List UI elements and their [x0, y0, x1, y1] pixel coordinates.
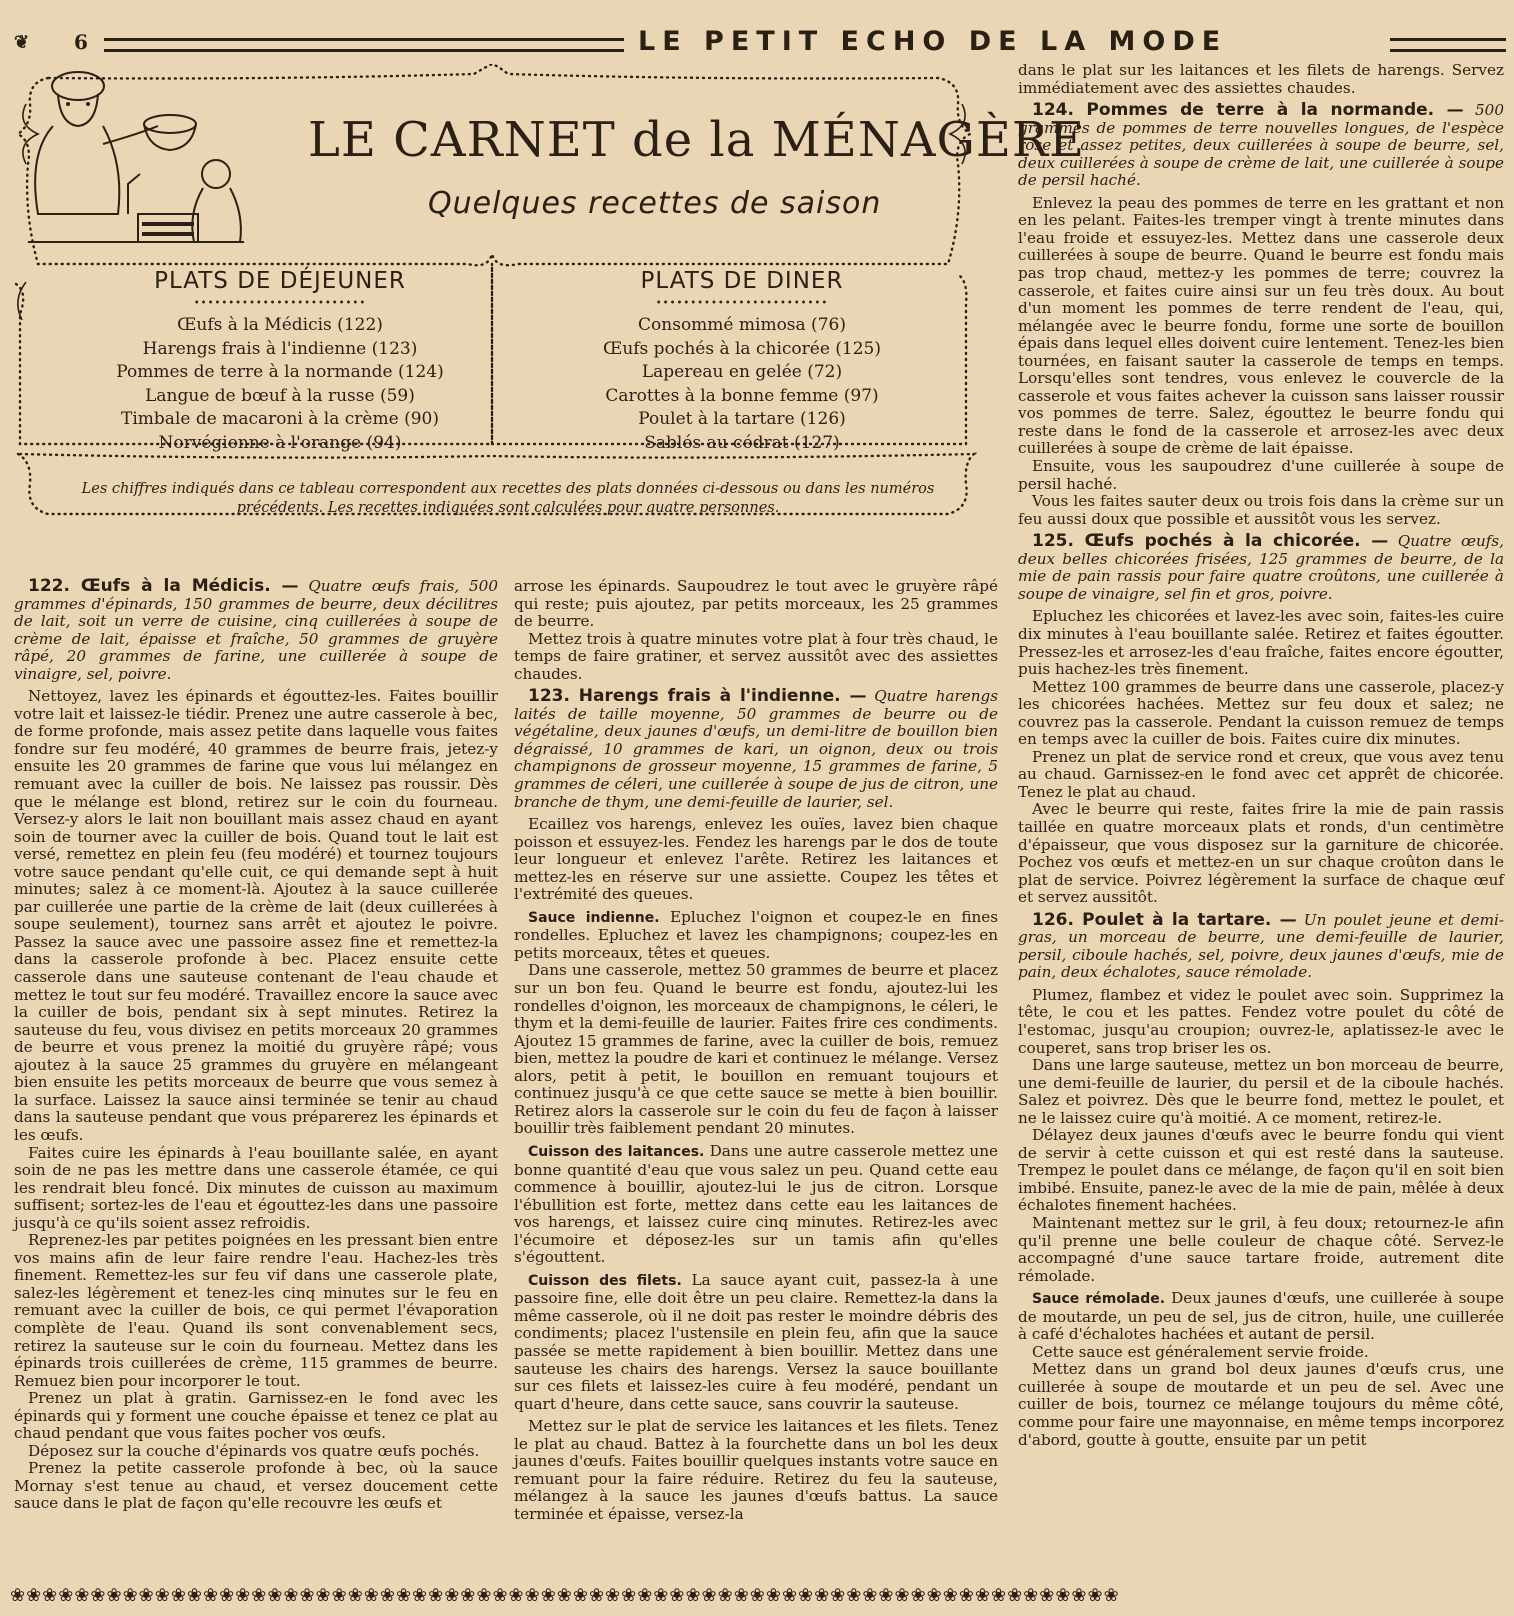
recipe-ingredients: Quatre harengs laités de taille moyenne, 50 grammes de beurre ou de végétaline, deux jaunes d'œufs, un demi-litre de bouillon bien dégraissé, 10 grammes de kari, un oignon, deux ou trois champignons de grosseur moyenne, 15 grammes de farine, 5 grammes de céleri, une cuillerée à soupe de jus de citron, une branche de thym, une demi-feuille de laurier, sel.: [514, 687, 998, 811]
paragraph-text: Dans une autre casserole mettez une bonne quantité d'eau que vous salez un peu. Quand cette eau commence à bouillir, ajoutez-lui le jus de citron. Lorsque l'ébullition est forte, mettez dans cette eau les laitances de vos harengs, et laissez cuire cinq minutes. Retirez-les avec l'écumoire et déposez-les sur un tamis afin qu'elles s'égouttent.: [514, 1141, 998, 1267]
paragraph: Nettoyez, lavez les épinards et égouttez-les. Faites bouillir votre lait et laissez-le tiédir. Prenez une autre casserole à bec, de forme profonde, mais assez petite dans laquelle vous faites fondre sur feu modéré, 40 grammes de beurre frais, jetez-y ensuite les 20 grammes de farine que vous lui mélangez en remuant avec la cuiller de bois. Ne laissez pas roussir. Dès que le mélange est blond, retirez sur le coin du fourneau. Versez-y alors le lait non bouillant mais assez chaud en ayant soin de tourner avec la cuiller de bois. Quand tout le lait est versé, remettez en plein feu (feu modéré) et tournez toujours votre sauce pendant qu'elle cuit, ce qui demande sept à huit minutes; salez à ce moment-là. Ajoutez à la sauce cuillerée par cuillerée une partie de la crème de lait (deux cuillerées à soupe seulement), tournez sans arrêt et ajoutez le poivre. Passez la sauce avec une passoire assez fine et remettez-la dans la casserole profonde à bec. Placez ensuite cette casserole dans une sauteuse contenant de l'eau chaude et mettez le tout sur feu modéré. Travaillez encore la sauce avec la cuiller de bois, pendant six à sept minutes. Retirez la sauteuse du feu, vous divisez en petits morceaux 20 grammes de beurre et vous prenez la moitié du gruyère râpé; vous ajoutez à la sauce 25 grammes du gruyère en mélangeant bien ensuite les petits morceaux de beurre que vous semez à la surface. Laissez la sauce ainsi terminée se tenir au chaud dans la sauteuse pendant que vous préparerez les épinards et les œufs.: [14, 687, 498, 1144]
section-title: LE CARNET de la MÉNAGÈRE: [308, 112, 1086, 168]
recipe-126-intro: [1018, 909, 1504, 982]
column-3: [1018, 62, 1504, 1449]
masthead-rule-right: [1390, 38, 1506, 52]
column-1: [14, 578, 498, 1513]
recipe-ingredients: Quatre œufs, deux belles chicorées frisées, 125 grammes de beurre, de la mie de pain rassis pour faire quatre croûtons, une cuillerée à soupe de vinaigre, sel fin et gros, poivre.: [1018, 532, 1504, 603]
paragraph: Prenez la petite casserole profonde à bec, où la sauce Mornay s'est tenue au chaud, et versez doucement cette sauce dans le plat de façon qu'elle recouvre les œufs et: [14, 1459, 498, 1513]
recipe-123-intro: [514, 688, 998, 811]
recipe-ingredients: Un poulet jeune et demi-gras, un morceau de beurre, une demi-feuille de laurier, persil, ciboule hachés, sel, poivre, deux jaunes d'œufs, mie de pain, deux échalotes, sauce rémolade.: [1018, 910, 1504, 982]
diner-heading: PLATS DE DINER: [640, 268, 844, 294]
menu-item: Sablés au cédrat (127): [644, 432, 840, 453]
menu-item: Carottes à la bonne femme (97): [605, 385, 879, 406]
paragraph: dans le plat sur les laitances et les filets de harengs. Servez immédiatement avec des assiettes chaudes.: [1018, 61, 1504, 97]
masthead: [8, 26, 1506, 57]
paragraph: Enlevez la peau des pommes de terre en les grattant et non en les pelant. Faites-les tremper vingt à trente minutes dans l'eau froide et essuyez-les. Mettez dans une casserole deux cuillerées à soupe de beurre. Quand le beurre est fondu mais pas trop chaud, mettez-y les pommes de terre; couvrez la casserole, et faites cuire ainsi sur un feu très doux. Au bout d'un moment les pommes de terre rendent de l'eau, qui, mélangée avec le beurre fondu, forme une sorte de bouillon épais dans lequel elles doivent cuire lentement. Tenez-les bien tournées, en faisant sauter la casserole de temps en temps. Lorsqu'elles sont tendres, vous enlevez le couvercle de la casserole et vous faites achever la cuisson sans laisser roussir vos pommes de terre. Salez, égouttez le beurre fondu qui reste dans le fond de la casserole et arrosez-les avec deux cuillerées à soupe de crème de lait épaisse.: [1018, 193, 1504, 458]
recipe-122-intro: [14, 578, 498, 683]
paragraph-text: Deux jaunes d'œufs, une cuillerée à soupe de moutarde, un peu de sel, jus de citron, huile, une cuillerée à café d'échalotes hachées et autant de persil.: [1018, 1289, 1504, 1344]
paragraph: Délayez deux jaunes d'œufs avec le beurre fondu qui vient de servir à cette cuisson et qui est resté dans la sauteuse. Trempez le poulet dans ce mélange, de façon qu'il en soit bien imbibé. Ensuite, panez-le avec de la mie de pain, mêlée à deux échalotes finement hachées.: [1018, 1126, 1504, 1215]
menu-item: Norvégienne à l'orange (94): [158, 432, 402, 453]
paragraph: Faites cuire les épinards à l'eau bouillante salée, en ayant soin de ne pas les mettre dans une casserole étamée, ce qui les rendrait bleu foncé. Dix minutes de cuisson au maximum suffisent; sortez-les de l'eau et égouttez-les dans une passoire jusqu'à ce qu'ils soient assez refroidis.: [14, 1143, 498, 1232]
recipe-ingredients: 500 grammes de pommes de terre nouvelles longues, de l'espèce rose et assez petites, deux cuillerées à soupe de beurre, sel, deux cuillerées à soupe de crème de lait, une cuillerée à soupe de persil haché.: [1018, 101, 1505, 190]
paragraph: Vous les faites sauter deux ou trois fois dans la crème sur un feu aussi doux que possible et aussitôt vous les servez.: [1018, 492, 1504, 528]
paragraph: [514, 1272, 998, 1413]
paragraph: Avec le beurre qui reste, faites frire la mie de pain rassis taillée en quatre morceaux plats et ronds, d'un centimètre d'épaisseur, que vous disposez sur la garniture de chicorée. Pochez vos œufs et mettez-en un sur chaque croûton dans le plat de service. Poivrez légèrement la surface de chaque œuf et servez aussitôt.: [1018, 800, 1504, 907]
section-subtitle: Quelques recettes de saison: [428, 186, 882, 221]
menu-item: Consommé mimosa (76): [638, 315, 846, 335]
dotted-separator: •••••••••••••••••••••••••: [655, 298, 829, 309]
paragraph-text: Epluchez l'oignon et coupez-le en fines rondelles. Epluchez et lavez les champignons; coupez-les en petits morceaux, têtes et queues.: [514, 907, 999, 962]
cooks-illustration-icon: [8, 64, 248, 254]
paragraph: Mettez dans un grand bol deux jaunes d'œufs crus, une cuillerée à soupe de moutarde et un peu de sel. Avec une cuiller de bois, tournez ce mélange toujours du même côté, comme pour faire une mayonnaise, en même temps incorporez d'abord, goutte à goutte, ensuite par un petit: [1018, 1360, 1504, 1449]
page-number: 6: [74, 30, 88, 54]
table-note: Les chiffres indiqués dans ce tableau correspondent aux recettes des plats données ci-dessous ou dans les numéros précédents. Les recettes indiquées sont calculées pour quatre personnes.: [81, 481, 935, 516]
subheading: Cuisson des laitances.: [528, 1143, 705, 1160]
menu-item: Poulet à la tartare (126): [638, 409, 846, 429]
paragraph: [514, 909, 998, 963]
menu-item: Œufs pochés à la chicorée (125): [602, 338, 882, 359]
publication-title: LE PETIT ECHO DE LA MODE: [638, 26, 1228, 57]
paragraph: Maintenant mettez sur le gril, à feu doux; retournez-le afin qu'il prenne une belle couleur de chaque côté. Servez-le accompagné d'une sauce tartare froide, autrement dite rémolade.: [1018, 1214, 1504, 1285]
recipe-title: 123. Harengs frais à l'indienne. —: [528, 686, 867, 707]
subheading: Cuisson des filets.: [528, 1272, 682, 1289]
carnet-header-box: [8, 64, 1086, 562]
recipe-title: 122. Œufs à la Médicis. —: [28, 576, 299, 596]
recipe-title: 126. Poulet à la tartare. —: [1032, 909, 1297, 930]
paragraph: Dans une large sauteuse, mettez un bon morceau de beurre, une demi-feuille de laurier, du persil et de la ciboule hachés. Salez et poivrez. Dès que le beurre fond, mettez le poulet, et ne le laissez cuire qu'à moitié. A ce moment, retirez-le.: [1018, 1056, 1504, 1127]
paragraph: Prenez un plat de service rond et creux, que vous avez tenu au chaud. Garnissez-en le fond avec cet apprêt de chicorée. Tenez le plat au chaud.: [1018, 747, 1504, 801]
paragraph: Epluchez les chicorées et lavez-les avec soin, faites-les cuire dix minutes à l'eau bouillante salée. Retirez et faites égoutter. Pressez-les et arrosez-les d'eau fraîche, faites encore égoutter, puis hachez-les très finement.: [1018, 607, 1504, 679]
recipe-ingredients: Quatre œufs frais, 500 grammes d'épinards, 150 grammes de beurre, deux décilitres de lait, soit un verre de cuisine, cinq cuillerées à soupe de crème de lait, épaisse et fraîche, 50 grammes de gruyère râpé, 20 grammes de farine, une cuillerée à soupe de vinaigre, sel, poivre.: [14, 577, 499, 683]
paragraph: [1018, 1290, 1504, 1344]
fleuron-ornament-icon: ❦: [14, 32, 30, 53]
recipe-title: 125. Œufs pochés à la chicorée. —: [1032, 531, 1389, 552]
paragraph: Mettez trois à quatre minutes votre plat à four très chaud, le temps de faire gratiner, et servez aussitôt avec des assiettes chaudes.: [514, 629, 999, 683]
paragraph-text: La sauce ayant cuit, passez-la à une passoire fine, elle doit être un peu claire. Remettez-la dans la même casserole, où il ne doit pas rester le moindre débris des condiments; placez l'ustensile en plein feu, afin que la sauce passée se mette rapidement à bien bouillir. Mettez dans une sauteuse les chairs des harengs. Versez la sauce bouillante sur ces filets et laissez-les cuire à feu modéré, pendant un quart d'heure, dans cette sauce, sans couvrir la sauteuse.: [514, 1270, 998, 1413]
paragraph: Mettez 100 grammes de beurre dans une casserole, placez-y les chicorées hachées. Mettez sur feu doux et salez; ne couvrez pas la casserole. Pendant la cuisson remuez de temps en temps avec la cuiller de bois. Faites cuire dix minutes.: [1018, 677, 1504, 749]
paragraph: Ensuite, vous les saupoudrez d'une cuillerée à soupe de persil haché.: [1018, 457, 1504, 493]
column-2: [514, 578, 998, 1523]
paragraph: arrose les épinards. Saupoudrez le tout avec le gruyère râpé qui reste; puis ajoutez, par petits morceaux, les 25 grammes de beurre.: [514, 577, 998, 631]
subheading: Sauce indienne.: [528, 909, 660, 926]
menu-item: Harengs frais à l'indienne (123): [142, 338, 418, 359]
recipe-125-intro: [1018, 533, 1504, 603]
paragraph: Cette sauce est généralement servie froide.: [1032, 1342, 1369, 1361]
recipe-124-intro: [1018, 102, 1504, 190]
paragraph: Ecaillez vos harengs, enlevez les ouïes, lavez bien chaque poisson et essuyez-les. Fendez les harengs par le dos de toute leur longueur et enlevez l'arête. Retirez les laitances et mettez-les en réserve sur une assiette. Coupez les têtes et l'extrémité des queues.: [514, 815, 998, 904]
menu-item: Œufs à la Médicis (122): [177, 315, 383, 335]
paragraph: Reprenez-les par petites poignées en les pressant bien entre vos mains afin de leur faire rendre l'eau. Hachez-les très finement. Remettez-les sur feu vif dans une casserole plate, salez-les légèrement et tenez-les cinq minutes sur le feu en remuant avec la cuiller de bois, ce qui permet l'évaporation complète de l'eau. Quand ils sont convenablement secs, retirez la sauteuse sur le coin du fourneau. Mettez dans les épinards trois cuillerées de crème, 115 grammes de beurre. Remuez bien pour incorporer le tout.: [14, 1231, 498, 1390]
dejeuner-heading: PLATS DE DÉJEUNER: [154, 268, 406, 294]
dotted-separator: •••••••••••••••••••••••••: [193, 298, 367, 309]
menu-item: Pommes de terre à la normande (124): [116, 362, 444, 382]
paragraph: Mettez sur le plat de service les laitances et les filets. Tenez le plat au chaud. Battez à la fourchette dans un bol les deux jaunes d'œufs. Faites bouillir quelques instants votre sauce en remuant pour la faire réduire. Retirez du feu la sauteuse, mélangez à la sauce les jaunes d'œufs battus. La sauce terminée et épaisse, versez-la: [514, 1417, 998, 1523]
footer-ornament-border-icon: ❀❀❀❀❀❀❀❀❀❀❀❀❀❀❀❀❀❀❀❀❀❀❀❀❀❀❀❀❀❀❀❀❀❀❀❀❀❀❀❀❀❀❀❀❀❀❀❀❀❀❀❀❀❀❀❀❀❀❀❀❀❀❀❀❀❀❀❀❀: [10, 1585, 1120, 1606]
menu-item: Langue de bœuf à la russe (59): [145, 385, 415, 406]
menu-item: Timbale de macaroni à la crème (90): [121, 409, 439, 429]
paragraph: Déposez sur la couche d'épinards vos quatre œufs pochés.: [28, 1441, 480, 1460]
menu-item: Lapereau en gelée (72): [641, 362, 843, 382]
paragraph: Plumez, flambez et videz le poulet avec soin. Supprimez la tête, le cou et les pattes. Fendez votre poulet du côté de l'estomac, jusqu'au croupion; ouvrez-le, aplatissez-le avec le couperet, sans trop briser les os.: [1018, 985, 1504, 1057]
diner-menu: [522, 268, 962, 455]
paragraph: Dans une casserole, mettez 50 grammes de beurre et placez sur un bon feu. Quand le beurre est fondu, ajoutez-lui les rondelles d'oignon, les morceaux de champignons, le céleri, le thym et la demi-feuille de laurier. Faites frire ces condiments. Ajoutez 15 grammes de farine, avec la cuiller de bois, remuez bien, mettez la poudre de kari et continuez le mélange. Versez alors, petit à petit, le bouillon en remuant toujours et continuez jusqu'à ce que cette sauce se mette à bien bouillir. Retirez alors la casserole sur le coin du feu de façon à laisser bouillir très faiblement pendant 20 minutes.: [514, 961, 998, 1138]
paragraph: Prenez un plat à gratin. Garnissez-en le fond avec les épinards qui y forment une couche épaisse et tenez ce plat au chaud pendant que vous faites pocher vos œufs.: [14, 1389, 498, 1443]
paragraph: [514, 1143, 998, 1267]
subheading: Sauce rémolade.: [1032, 1291, 1166, 1308]
masthead-rule-left: [104, 38, 624, 52]
recipe-title: 124. Pommes de terre à la normande. —: [1032, 100, 1464, 121]
dejeuner-menu: [60, 268, 500, 455]
